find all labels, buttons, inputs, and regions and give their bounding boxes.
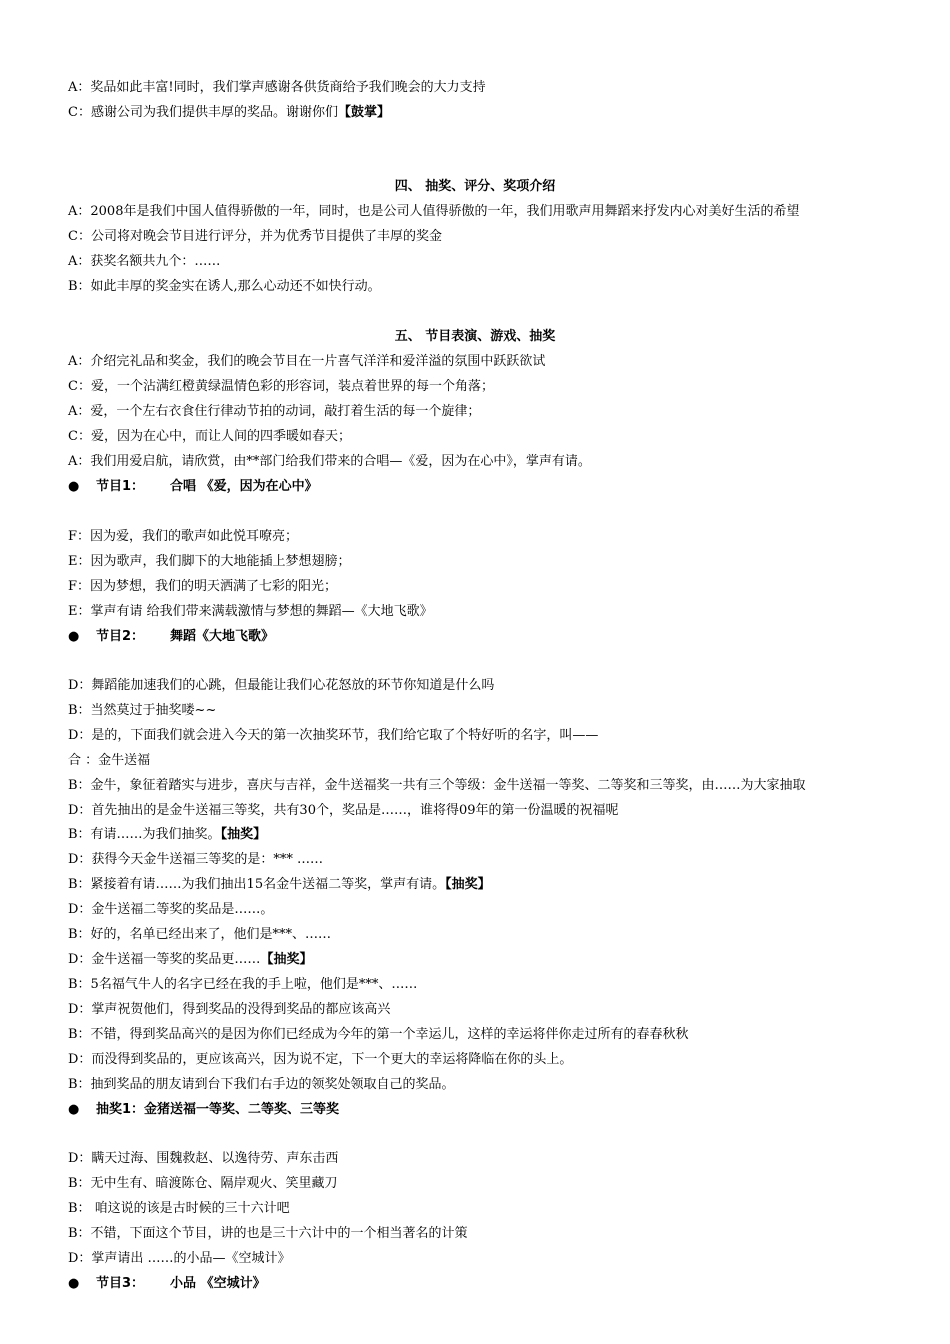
- program-item-2: ● 节目2： 舞蹈《大地飞歌》: [68, 629, 275, 644]
- dialogue-line: B：金牛，象征着踏实与进步，喜庆与吉祥，金牛送福奖一共有三个等级：金牛送福一等奖、二等奖和三等奖，由……为大家抽取: [68, 778, 806, 793]
- dialogue-line: A：介绍完礼品和奖金，我们的晚会节目在一片喜气洋洋和爱洋溢的氛围中跃跃欲试: [68, 354, 546, 369]
- dialogue-line: B：有请……为我们抽奖。【抽奖】: [68, 827, 267, 842]
- dialogue-line: 合 ：金牛送福: [68, 753, 151, 768]
- program-item-1: ● 节目1： 合唱 《爱，因为在心中》: [68, 479, 318, 494]
- dialogue-line: A：我们用爱启航，请欣赏，由**部门给我们带来的合唱—《爱，因为在心中》，掌声有请。: [68, 454, 591, 469]
- dialogue-line: B：抽到奖品的朋友请到台下我们右手边的领奖处领取自己的奖品。: [68, 1077, 455, 1092]
- bullet-icon: ●: [68, 1102, 80, 1117]
- dialogue-line: D：金牛送福一等奖的奖品更……【抽奖】: [68, 952, 313, 967]
- dialogue-line: D：获得今天金牛送福三等奖的是：*** ……: [68, 852, 324, 867]
- dialogue-line: C：爱，因为在心中，而让人间的四季暖如春天；: [68, 429, 351, 444]
- dialogue-line: A：获奖名额共九个：……: [68, 254, 221, 269]
- dialogue-line: D：掌声请出 ……的小品—《空城计》: [68, 1251, 291, 1266]
- section-heading-4: 四、 抽奖、评分、奖项介绍: [394, 179, 556, 194]
- dialogue-line: C：公司将对晚会节目进行评分，并为优秀节目提供了丰厚的奖金: [68, 229, 442, 244]
- dialogue-line: B：当然莫过于抽奖喽~~: [68, 703, 217, 718]
- dialogue-line: E：掌声有请 给我们带来满载激情与梦想的舞蹈—《大地飞歌》: [68, 604, 433, 619]
- dialogue-line: B：如此丰厚的奖金实在诱人,那么心动还不如快行动。: [68, 279, 381, 294]
- dialogue-line: E：因为歌声，我们脚下的大地能插上梦想翅膀；: [68, 554, 351, 569]
- dialogue-line: B：好的，名单已经出来了，他们是***、……: [68, 927, 332, 942]
- dialogue-line: D：掌声祝贺他们，得到奖品的没得到奖品的都应该高兴: [68, 1002, 391, 1017]
- bullet-icon: ●: [68, 1276, 80, 1291]
- lottery-item-1: ● 抽奖1：金猪送福一等奖、二等奖、三等奖: [68, 1102, 340, 1117]
- dialogue-line: C：爱，一个沾满红橙黄绿温情色彩的形容词，装点着世界的每一个角落；: [68, 379, 494, 394]
- dialogue-line: C：感谢公司为我们提供丰厚的奖品。谢谢你们【鼓掌】: [68, 105, 390, 120]
- dialogue-line: F：因为爱，我们的歌声如此悦耳嘹亮；: [68, 529, 299, 544]
- dialogue-line: A：奖品如此丰富!同时，我们掌声感谢各供货商给予我们晚会的大力支持: [68, 80, 486, 95]
- dialogue-line: B：不错，下面这个节目，讲的也是三十六计中的一个相当著名的计策: [68, 1226, 468, 1241]
- dialogue-line: D：金牛送福二等奖的奖品是……。: [68, 902, 274, 917]
- dialogue-line: D：是的，下面我们就会进入今天的第一次抽奖环节，我们给它取了个特好听的名字，叫——: [68, 728, 599, 743]
- program-item-3: ● 节目3： 小品 《空城计》: [68, 1276, 266, 1291]
- dialogue-line: B：紧接着有请……为我们抽出15名金牛送福二等奖，掌声有请。【抽奖】: [68, 877, 491, 892]
- bullet-icon: ●: [68, 629, 80, 644]
- dialogue-line: D：瞒天过海、围魏救赵、以逸待劳、声东击西: [68, 1151, 339, 1166]
- dialogue-line: A：2008年是我们中国人值得骄傲的一年，同时，也是公司人值得骄傲的一年，我们用歌声用舞蹈来抒发内心对美好生活的希望: [68, 204, 800, 219]
- dialogue-line: D：而没得到奖品的，更应该高兴，因为说不定，下一个更大的幸运将降临在你的头上。: [68, 1052, 573, 1067]
- dialogue-line: B：不错，得到奖品高兴的是因为你们已经成为今年的第一个幸运儿，这样的幸运将伴你走过所有的春春秋秋: [68, 1027, 689, 1042]
- dialogue-line: F：因为梦想，我们的明天洒满了七彩的阳光；: [68, 579, 338, 594]
- bullet-icon: ●: [68, 479, 80, 494]
- dialogue-line: D：舞蹈能加速我们的心跳，但最能让我们心花怒放的环节你知道是什么吗: [68, 678, 495, 693]
- section-heading-5: 五、 节目表演、游戏、抽奖: [394, 329, 556, 344]
- dialogue-line: B：5名福气牛人的名字已经在我的手上啦，他们是***、……: [68, 977, 418, 992]
- dialogue-line: A：爱，一个左右衣食住行律动节拍的动词，敲打着生活的每一个旋律；: [68, 404, 481, 419]
- dialogue-line: D：首先抽出的是金牛送福三等奖，共有30个，奖品是……，谁将得09年的第一份温暖的祝福呢: [68, 803, 619, 818]
- dialogue-line: B：无中生有、暗渡陈仓、隔岸观火、笑里藏刀: [68, 1176, 338, 1191]
- dialogue-line: B： 咱这说的该是古时候的三十六计吧: [68, 1201, 290, 1216]
